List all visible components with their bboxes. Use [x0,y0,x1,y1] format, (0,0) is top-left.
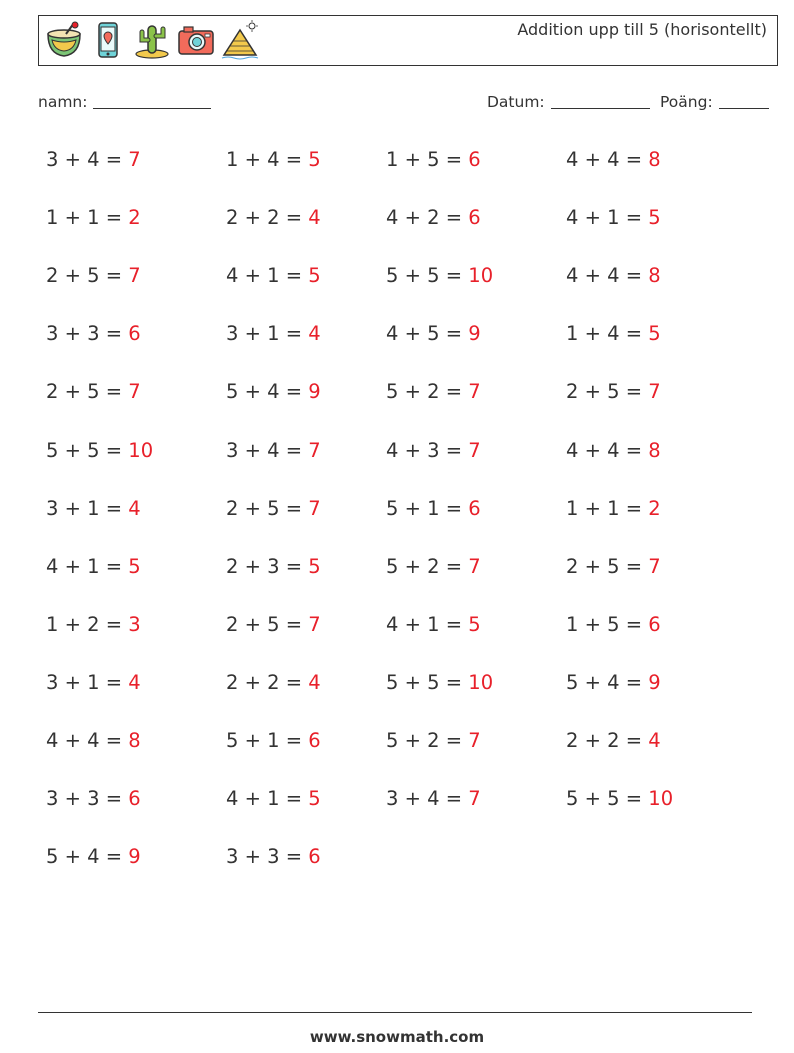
problem-answer: 6 [308,729,321,752]
problem-answer: 7 [308,438,321,462]
problem-item [46,322,141,345]
problem-item [46,264,141,287]
problem-answer: 5 [128,554,141,578]
problem-item [566,787,673,810]
problem-question: 1 + 4 = [226,148,309,171]
problem-question: 3 + 1 = [226,322,309,346]
problem-question: 5 + 2 = [386,380,469,404]
problem-answer: 4 [308,206,321,230]
problem-question: 5 + 5 = [46,438,129,462]
problem-answer: 8 [648,438,661,462]
problem-question: 2 + 5 = [566,380,649,404]
problem-answer: 6 [468,206,481,230]
problem-item [386,497,481,520]
problem-question: 5 + 4 = [46,845,129,869]
problem-item [46,206,141,229]
problem-item [226,555,321,578]
problem-item [226,148,321,171]
problem-question: 4 + 4 = [566,148,649,171]
problem-answer: 7 [468,787,481,811]
problem-question: 1 + 1 = [566,496,649,520]
problem-answer: 6 [468,148,481,171]
problem-question: 2 + 2 = [226,670,309,694]
problem-question: 1 + 5 = [566,612,649,636]
problem-answer: 8 [648,264,661,288]
problem-question: 4 + 1 = [226,787,309,811]
problem-answer: 5 [308,554,321,578]
problem-question: 5 + 4 = [566,670,649,694]
problem-item [46,787,141,810]
problem-item [226,787,321,810]
problem-item [566,555,661,578]
problem-answer: 10 [468,670,494,694]
problem-item [46,729,141,752]
problem-question: 5 + 1 = [386,496,469,520]
problem-answer: 7 [468,729,481,752]
problem-item [46,148,141,171]
problem-item [386,555,481,578]
score-field [660,93,769,111]
cactus-icon [132,20,172,60]
problem-item [386,787,481,810]
problem-item [566,729,661,752]
problem-answer: 7 [308,612,321,636]
problem-item [566,613,661,636]
problem-item [226,729,321,752]
problem-answer: 9 [128,845,141,869]
problem-answer: 7 [468,554,481,578]
problem-question: 5 + 4 = [226,380,309,404]
problem-question: 5 + 5 = [566,787,649,811]
problem-question: 1 + 5 = [386,148,469,171]
problem-answer: 5 [648,206,661,230]
problem-item [386,264,493,287]
problem-answer: 7 [648,380,661,404]
problem-item [386,671,493,694]
problem-item [226,380,321,403]
problem-answer: 7 [648,554,661,578]
problem-item [226,497,321,520]
phone-location-icon [88,20,128,60]
score-blank-line[interactable] [719,107,769,109]
problem-question: 5 + 1 = [226,729,309,752]
problem-item [226,322,321,345]
problem-question: 4 + 4 = [566,264,649,288]
name-field [38,93,211,111]
problem-answer: 7 [128,264,141,288]
problem-question: 5 + 2 = [386,554,469,578]
problem-answer: 2 [648,496,661,520]
problem-question: 2 + 2 = [226,206,309,230]
problem-answer: 5 [468,612,481,636]
date-field [487,93,650,111]
problem-question: 3 + 3 = [226,845,309,869]
problem-answer: 7 [468,380,481,404]
worksheet-header [38,15,778,66]
problem-question: 4 + 1 = [46,554,129,578]
problem-question: 1 + 1 = [46,206,129,230]
problem-question: 4 + 1 = [386,612,469,636]
problem-item [566,380,661,403]
problem-answer: 7 [128,380,141,404]
coconut-drink-icon [44,20,84,60]
problem-question: 3 + 4 = [46,148,129,171]
problem-answer: 2 [128,206,141,230]
problem-answer: 8 [648,148,661,171]
problem-item [386,380,481,403]
problem-answer: 6 [308,845,321,869]
problem-question: 2 + 5 = [226,612,309,636]
problem-answer: 9 [468,322,481,346]
problem-item [226,613,321,636]
footer-divider [38,1012,752,1013]
problem-item [386,439,481,462]
problem-item [566,671,661,694]
problem-item [46,497,141,520]
problem-item [566,497,661,520]
problem-item [386,148,481,171]
problem-item [566,206,661,229]
problem-answer: 4 [128,496,141,520]
problem-answer: 10 [128,438,154,462]
problem-answer: 5 [308,264,321,288]
problem-question: 3 + 1 = [46,496,129,520]
problem-question: 3 + 4 = [226,438,309,462]
problem-item [386,613,481,636]
pyramid-icon [220,20,260,60]
problem-answer: 4 [308,322,321,346]
problem-question: 4 + 1 = [226,264,309,288]
problem-item [46,613,141,636]
problem-question: 3 + 3 = [46,322,129,346]
problem-item [386,322,481,345]
problem-item [226,671,321,694]
problem-question: 4 + 3 = [386,438,469,462]
problem-question: 4 + 4 = [566,438,649,462]
problem-item [226,845,321,868]
problem-answer: 5 [308,148,321,171]
problem-answer: 10 [468,264,494,288]
problem-question: 4 + 1 = [566,206,649,230]
name-label: namn: [38,93,88,111]
problem-answer: 7 [468,438,481,462]
problem-item [46,845,141,868]
problem-item [226,264,321,287]
problem-item [386,206,481,229]
problem-item [566,148,661,171]
problem-question: 5 + 5 = [386,670,469,694]
problem-answer: 4 [308,670,321,694]
problem-answer: 5 [308,787,321,811]
problem-answer: 10 [648,787,674,811]
problem-answer: 6 [648,612,661,636]
date-label: Datum: [487,93,545,111]
problem-answer: 4 [648,729,661,752]
problem-item [46,555,141,578]
problem-answer: 6 [128,787,141,811]
problem-item [46,380,141,403]
problem-answer: 7 [308,496,321,520]
score-label: Poäng: [660,93,713,111]
problem-answer: 6 [468,496,481,520]
problem-question: 2 + 5 = [46,264,129,288]
problem-item [226,439,321,462]
problem-answer: 9 [648,670,661,694]
problem-item [566,439,661,462]
problem-item [46,671,141,694]
problem-question: 4 + 5 = [386,322,469,346]
problem-question: 2 + 5 = [566,554,649,578]
problem-item [46,439,153,462]
problem-question: 4 + 4 = [46,729,129,752]
camera-icon [176,20,216,60]
header-icons [44,20,260,60]
problem-item [566,322,661,345]
problem-question: 4 + 2 = [386,206,469,230]
problem-question: 5 + 5 = [386,264,469,288]
problem-item [566,264,661,287]
problem-answer: 6 [128,322,141,346]
problem-item [226,206,321,229]
problem-question: 3 + 3 = [46,787,129,811]
problem-question: 2 + 5 = [46,380,129,404]
problem-answer: 7 [128,148,141,171]
problem-question: 2 + 2 = [566,729,649,752]
problem-answer: 5 [648,322,661,346]
problem-answer: 8 [128,729,141,752]
problem-item [386,729,481,752]
problem-answer: 3 [128,612,141,636]
name-blank-line[interactable] [93,107,211,109]
problem-question: 2 + 3 = [226,554,309,578]
problem-question: 2 + 5 = [226,496,309,520]
problem-answer: 4 [128,670,141,694]
problem-question: 5 + 2 = [386,729,469,752]
date-blank-line[interactable] [551,107,650,109]
problem-question: 1 + 4 = [566,322,649,346]
worksheet-title: Addition upp till 5 (horisontellt) [517,20,767,39]
problem-question: 3 + 1 = [46,670,129,694]
problem-question: 1 + 2 = [46,612,129,636]
footer-url: www.snowmath.com [309,1028,485,1046]
problem-answer: 9 [308,380,321,404]
problem-question: 3 + 4 = [386,787,469,811]
